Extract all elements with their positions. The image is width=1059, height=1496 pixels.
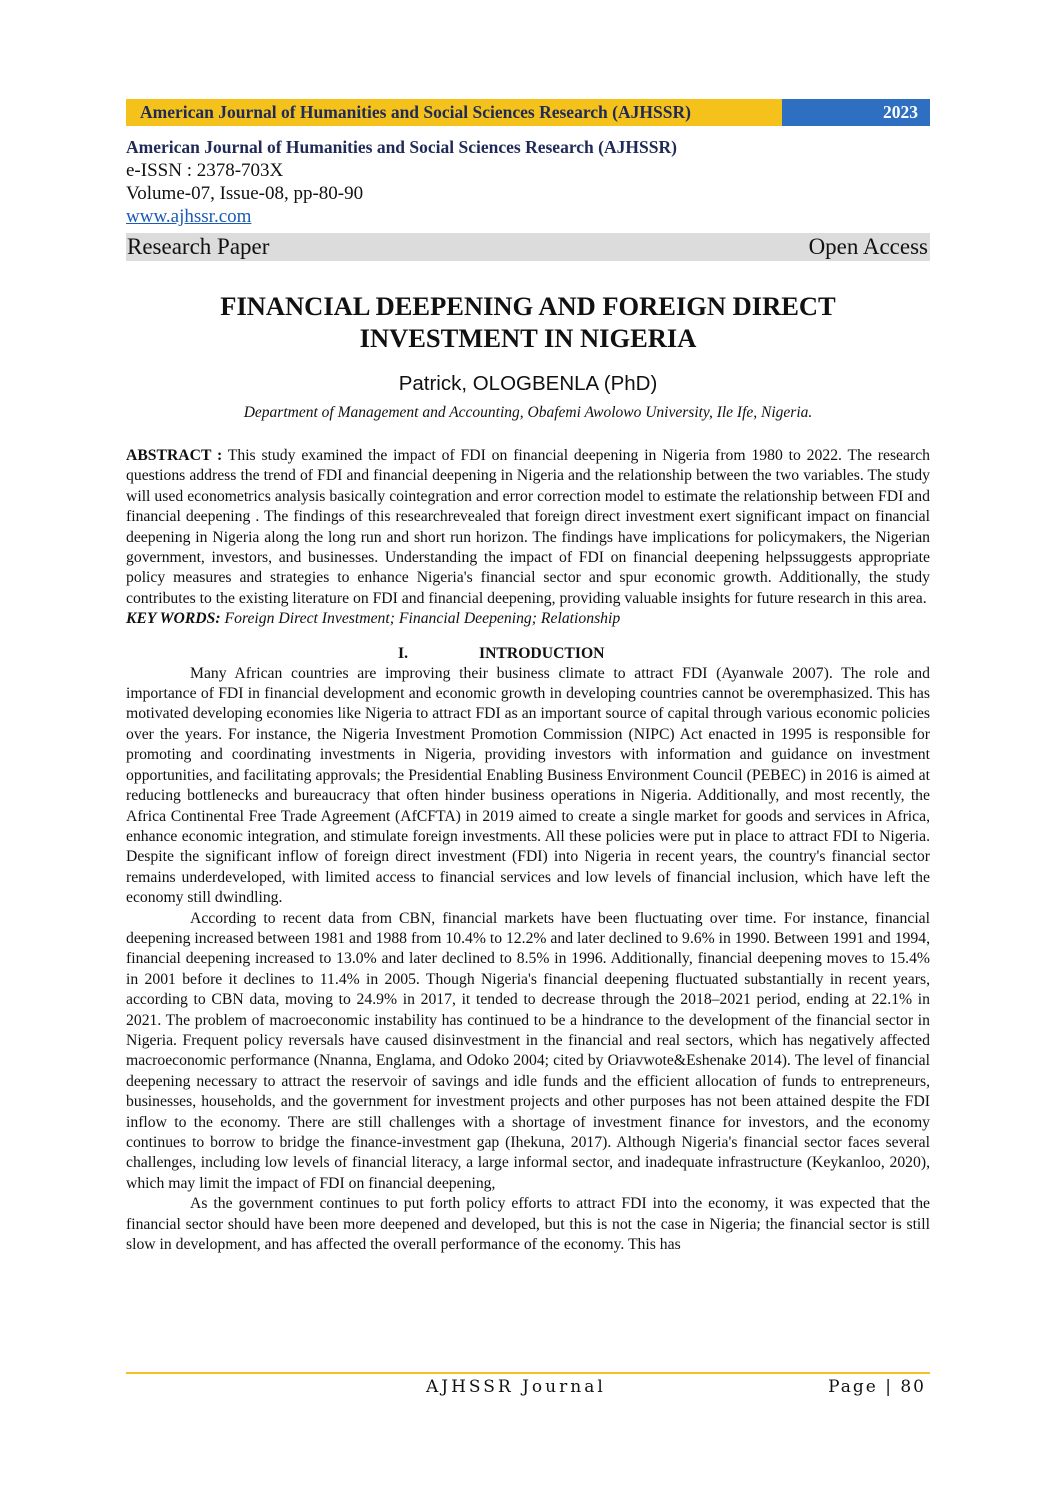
footer-page-number: Page | 80: [828, 1377, 926, 1397]
keywords: [126, 609, 930, 629]
paper-type-bar: [126, 233, 930, 261]
journal-url-link[interactable]: www.ajhssr.com: [126, 206, 252, 227]
title-line-2: INVESTMENT IN NIGERIA: [359, 323, 697, 353]
abstract-label: ABSTRACT :: [126, 447, 223, 464]
title-line-1: FINANCIAL DEEPENING AND FOREIGN DIRECT: [220, 291, 836, 321]
paragraph: According to recent data from CBN, financial markets have been fluctuating over time. For instance, financial deepening increased between 1981 and 1988 from 10.4% to 12.2% and later declined to 9.6% in 1990. Between 1991 and 1994, financial deepening increased to 13.0% and later declined to 8.5% in 1996. Additionally, financial deepening moves to 15.4% in 2001 before it declines to 11.4% in 2005. Though Nigeria's financial deepening fluctuated substantially in recent years, according to CBN data, moving to 24.9% in 2017, it tended to decrease through the 2018–2021 period, ending at 22.1% in 2021. The problem of macroeconomic instability has continued to be a hindrance to the development of the financial sector in Nigeria. Frequent policy reversals have caused disinvestment in the financial and real sectors, which has negatively affected macroeconomic performance (Nnanna, Englama, and Odoko 2004; cited by Oriavwote&Eshenake 2014). The level of financial deepening necessary to attract the reservoir of savings and idle funds and the efficient allocation of funds to entrepreneurs, businesses, households, and the government for investment projects and other purposes has not been attained despite the FDI inflow to the economy. There are still challenges with a shortage of investment finance for investors, and the economy continues to borrow to bridge the finance-investment gap (Ihekuna, 2017). Although Nigeria's financial sector faces several challenges, including low levels of financial literacy, a large informal sector, and inadequate infrastructure (Keykanloo, 2020), which may limit the impact of FDI on financial deepening,: [126, 909, 930, 1192]
paper-title: [126, 290, 930, 354]
paragraph: Many African countries are improving their business climate to attract FDI (Ayanwale 2007). The role and importance of FDI in financial development and economic growth in developing countries cannot be overemphasized. This has motivated developing economies like Nigeria to attract FDI as an important source of capital through various economic policies over the years. For instance, the Nigeria Investment Promotion Commission (NIPC) Act enacted in 1995 is responsible for promoting and coordinating investments in Nigeria, providing investors with information and guidance on investment opportunities, and facilitating approvals; the Presidential Enabling Business Environment Council (PEBEC) in 2016 is aimed at reducing bottlenecks and bureaucracy that often hinder business operations in Nigeria. Additionally, and most recently, the Africa Continental Free Trade Agreement (AfCFTA) in 2019 aimed to create a single market for goods and services in Africa, enhance economic integration, and stimulate foreign investments. All these policies were put in place to attract FDI to Nigeria. Despite the significant inflow of foreign direct investment (FDI) into Nigeria in recent years, the country's financial sector remains underdeveloped, with limited access to financial services and low levels of financial inclusion, which have left the economy still dwindling.: [126, 664, 930, 907]
journal-name: American Journal of Humanities and Social Sciences Research (AJHSSR): [126, 137, 677, 157]
paper-body: [126, 446, 930, 1255]
section-title: INTRODUCTION: [479, 644, 605, 662]
banner-year: 2023: [782, 99, 930, 126]
access-type: Open Access: [808, 234, 928, 259]
keywords-label: KEY WORDS:: [126, 610, 221, 628]
paragraph: As the government continues to put forth policy efforts to attract FDI into the economy, it was expected that the financial sector should have been more deepened and developed, but this is not the case in Nigeria; the financial sector is still slow in development, and has affected the overall performance of the economy. This has: [126, 1195, 930, 1254]
footer-journal: AJHSSR Journal: [426, 1377, 606, 1397]
banner-journal-name: American Journal of Humanities and Social Sciences Research (AJHSSR): [126, 99, 782, 126]
page-footer: [126, 1375, 930, 1399]
journal-meta: [126, 136, 930, 228]
abstract-text: This study examined the impact of FDI on financial deepening in Nigeria from 1980 to 2022. The research questions address the trend of FDI and financial deepening in Nigeria and the relationship between the two variables. The study will used econometrics analysis basically cointegration and error correction model to estimate the relationship between FDI and financial deepening . The findings of this researchrevealed that foreign direct investment exert significant impact on financial deepening in Nigeria along the long run and short run horizon. The findings have implications for policymakers, the Nigerian government, investors, and businesses. Understanding the impact of FDI on financial deepening helpssuggests appropriate policy measures and strategies to enhance Nigeria's financial sector and spur economic growth. Additionally, the study contributes to the existing literature on FDI and financial deepening, providing valuable insights for future research in this area.: [126, 447, 931, 607]
paper-type: Research Paper: [127, 234, 270, 259]
keywords-text: Foreign Direct Investment; Financial Deepening; Relationship: [220, 610, 621, 628]
author-name: Patrick, OLOGBENLA (PhD): [398, 372, 658, 395]
volume-issue: Volume-07, Issue-08, pp-80-90: [126, 183, 364, 204]
abstract: [126, 446, 930, 609]
author-affiliation: Department of Management and Accounting, Obafemi Awolowo University, Ile Ife, Nigeria.: [243, 404, 813, 421]
footer-divider: [126, 1372, 930, 1374]
section-number: I.: [398, 644, 409, 662]
journal-header-banner: [126, 99, 930, 126]
section-heading-introduction: [126, 644, 930, 664]
issn: e-ISSN : 2378-703X: [126, 160, 284, 181]
